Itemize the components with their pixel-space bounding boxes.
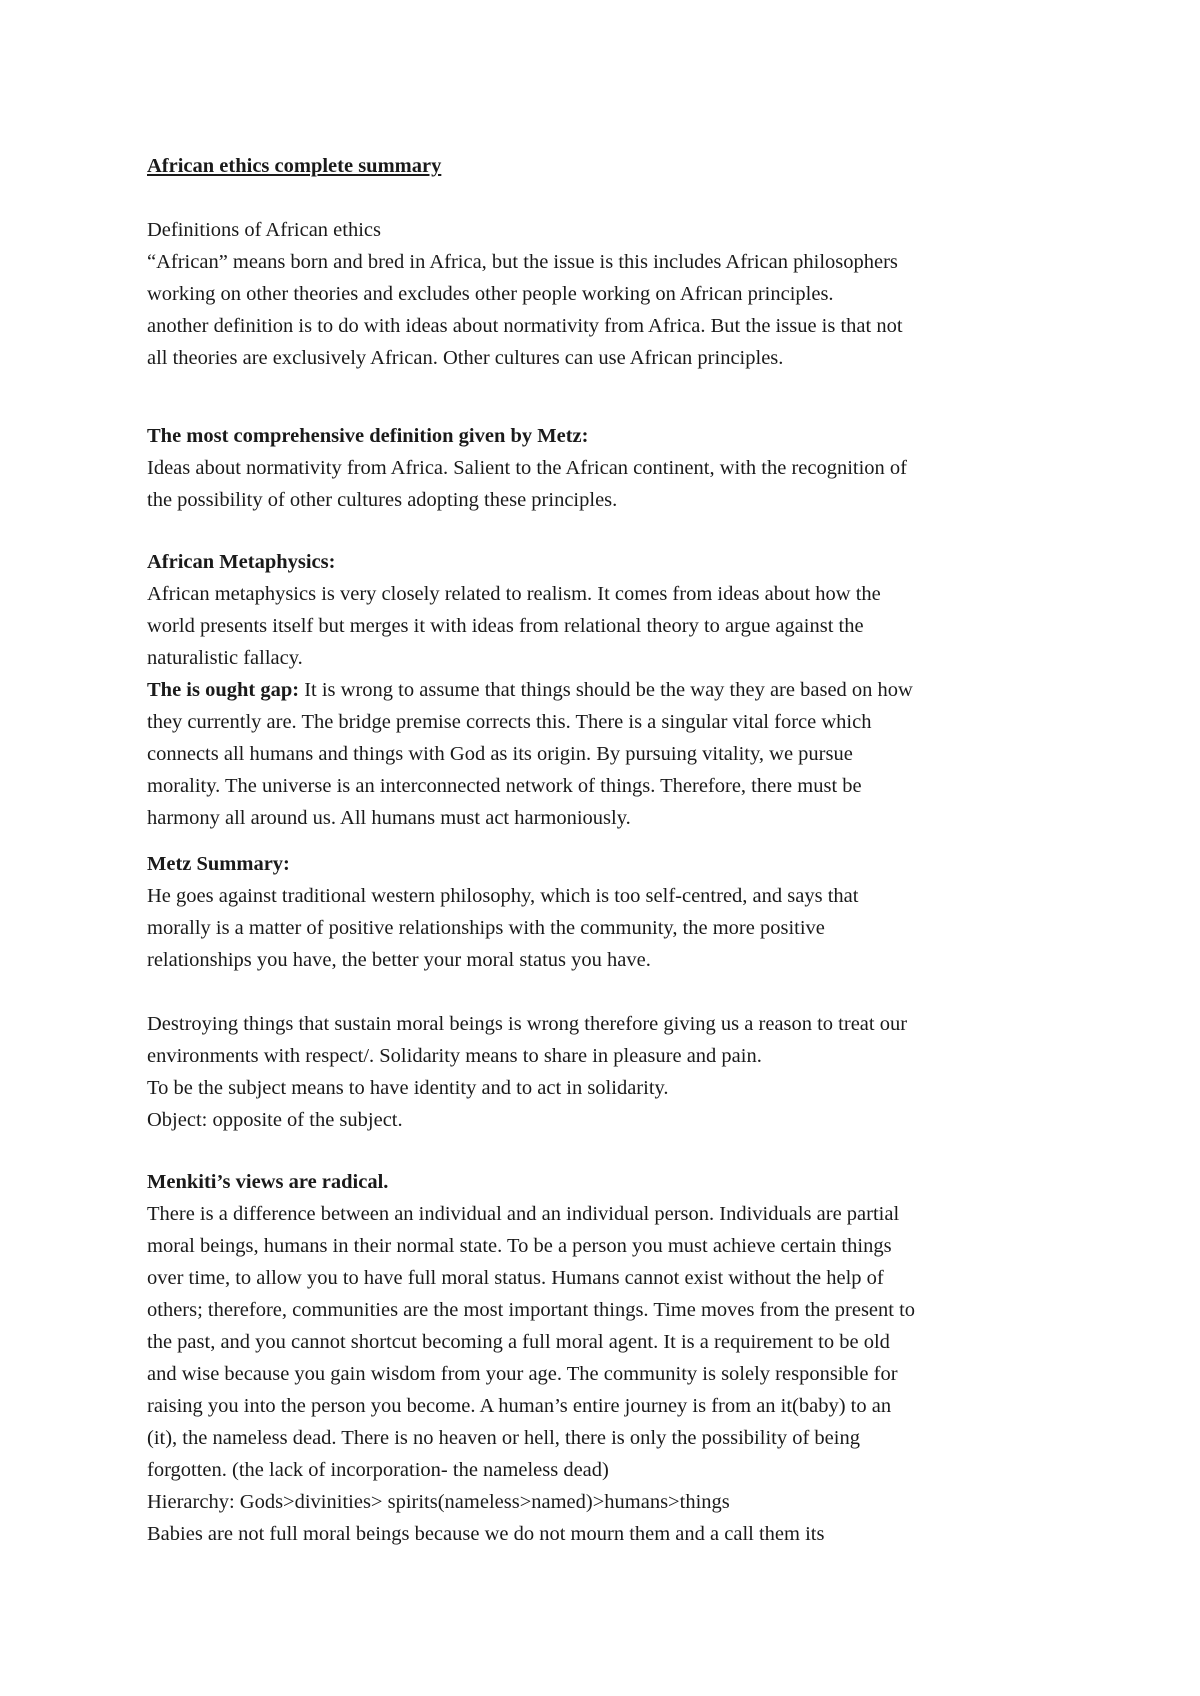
metz-summary-line: Object: opposite of the subject. bbox=[147, 1109, 403, 1131]
ought-gap-line: connects all humans and things with God as its origin. By pursuing vitality, we pursue bbox=[147, 743, 853, 765]
ought-gap-line: harmony all around us. All humans must act harmoniously. bbox=[147, 807, 631, 829]
definitions-line: another definition is to do with ideas about normativity from Africa. But the issue is that not bbox=[147, 315, 903, 337]
definitions-heading: Definitions of African ethics bbox=[147, 219, 381, 241]
document-title: African ethics complete summary bbox=[147, 155, 442, 177]
ought-gap-lead: The is ought gap: bbox=[147, 679, 300, 701]
ought-gap-line: they currently are. The bridge premise corrects this. There is a singular vital force which bbox=[147, 711, 872, 733]
metaphysics-section bbox=[147, 546, 1077, 834]
menkiti-line: Hierarchy: Gods>divinities> spirits(nameless>named)>humans>things bbox=[147, 1491, 730, 1513]
metz-summary-line: morally is a matter of positive relationships with the community, the more positive bbox=[147, 917, 825, 939]
menkiti-line: (it), the nameless dead. There is no heaven or hell, there is only the possibility of being bbox=[147, 1427, 860, 1449]
metz-summary-heading: Metz Summary: bbox=[147, 853, 290, 875]
metz-summary-line: relationships you have, the better your moral status you have. bbox=[147, 949, 651, 971]
menkiti-line: raising you into the person you become. A human’s entire journey is from an it(baby) to an bbox=[147, 1395, 892, 1417]
menkiti-line: and wise because you gain wisdom from your age. The community is solely responsible for bbox=[147, 1363, 898, 1385]
metaphysics-line: naturalistic fallacy. bbox=[147, 647, 303, 669]
menkiti-line: There is a difference between an individual and an individual person. Individuals are partial bbox=[147, 1203, 900, 1225]
metz-summary-line: He goes against traditional western philosophy, which is too self-centred, and says that bbox=[147, 885, 859, 907]
metz-definition-section bbox=[147, 420, 1077, 516]
metz-summary-line: Destroying things that sustain moral beings is wrong therefore giving us a reason to treat our bbox=[147, 1013, 908, 1035]
menkiti-line: others; therefore, communities are the most important things. Time moves from the present to bbox=[147, 1299, 916, 1321]
menkiti-heading: Menkiti’s views are radical. bbox=[147, 1171, 389, 1193]
document-page bbox=[147, 150, 1077, 1550]
ought-gap-line: morality. The universe is an interconnected network of things. Therefore, there must be bbox=[147, 775, 862, 797]
menkiti-line: the past, and you cannot shortcut becoming a full moral agent. It is a requirement to be old bbox=[147, 1331, 890, 1353]
definitions-line: “African” means born and bred in Africa, but the issue is this includes African philosophers bbox=[147, 251, 898, 273]
menkiti-line: Babies are not full moral beings because we do not mourn them and a call them its bbox=[147, 1523, 825, 1545]
menkiti-line: moral beings, humans in their normal state. To be a person you must achieve certain things bbox=[147, 1235, 892, 1257]
metz-summary-line: To be the subject means to have identity and to act in solidarity. bbox=[147, 1077, 669, 1099]
menkiti-line: forgotten. (the lack of incorporation- the nameless dead) bbox=[147, 1459, 609, 1481]
definitions-line: all theories are exclusively African. Other cultures can use African principles. bbox=[147, 347, 784, 369]
menkiti-line: over time, to allow you to have full moral status. Humans cannot exist without the help of bbox=[147, 1267, 884, 1289]
metz-definition-line: the possibility of other cultures adopting these principles. bbox=[147, 489, 618, 511]
metz-summary-line: environments with respect/. Solidarity means to share in pleasure and pain. bbox=[147, 1045, 762, 1067]
metaphysics-line: African metaphysics is very closely related to realism. It comes from ideas about how the bbox=[147, 583, 881, 605]
metaphysics-line: world presents itself but merges it with ideas from relational theory to argue against the bbox=[147, 615, 864, 637]
definitions-line: working on other theories and excludes other people working on African principles. bbox=[147, 283, 834, 305]
metz-definition-line: Ideas about normativity from Africa. Salient to the African continent, with the recognition of bbox=[147, 457, 908, 479]
ought-gap-paragraph bbox=[147, 674, 1077, 706]
definitions-section bbox=[147, 214, 1077, 374]
metz-summary-section bbox=[147, 848, 1077, 1136]
ought-gap-first: It is wrong to assume that things should be the way they are based on how bbox=[299, 679, 913, 701]
metz-definition-heading: The most comprehensive definition given by Metz: bbox=[147, 425, 589, 447]
menkiti-section bbox=[147, 1166, 1077, 1550]
metaphysics-heading: African Metaphysics: bbox=[147, 551, 336, 573]
